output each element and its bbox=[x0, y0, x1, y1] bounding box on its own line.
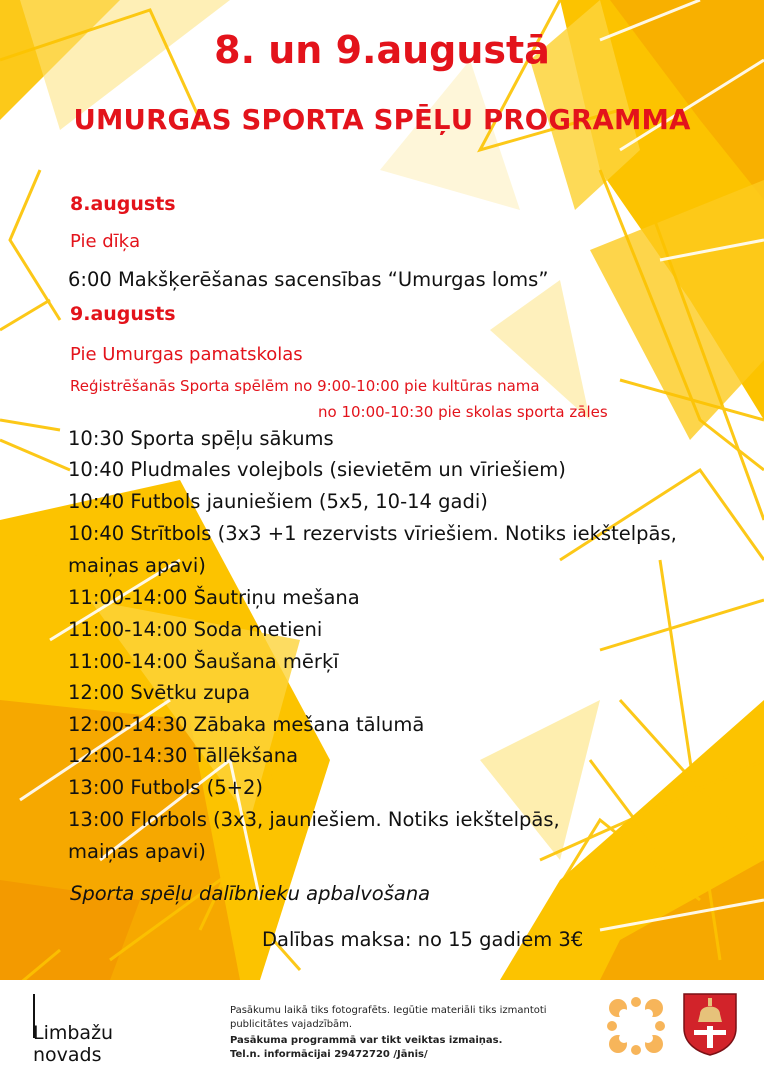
registration-line-1: Reģistrēšanās Sporta spēlēm no 9:00-10:00 pie kultūras nama bbox=[70, 377, 540, 395]
day2-label: 9.augusts bbox=[70, 303, 176, 325]
photo-notice-2: publicitātes vajadzībām. bbox=[230, 1019, 353, 1030]
photo-notice-1: Pasākumu laikā tiks fotografēts. Iegūtie materiāli tiks izmantoti bbox=[230, 1005, 547, 1016]
schedule-item: 11:00-14:00 Šautriņu mešana bbox=[68, 586, 360, 609]
schedule-item: 12:00 Svētku zupa bbox=[68, 681, 251, 704]
schedule-item: 12:00-14:30 Tāllēkšana bbox=[68, 744, 299, 767]
logo-line-2: novads bbox=[33, 1044, 102, 1066]
schedule-item: 12:00-14:30 Zābaka mešana tālumā bbox=[68, 713, 425, 736]
event-dates-heading: 8. un 9.augustā bbox=[214, 28, 550, 72]
schedule-item: 10:40 Strītbols (3x3 +1 rezervists vīriešiem. Notiks iekštelpās, bbox=[68, 522, 677, 545]
limbazi-novads-logo bbox=[33, 1022, 113, 1066]
contact-info: Tel.n. informācijai 29472720 /Jānis/ bbox=[230, 1049, 428, 1060]
day1-label: 8.augusts bbox=[70, 193, 176, 215]
schedule-item: 10:40 Pludmales volejbols (sievietēm un vīriešiem) bbox=[68, 458, 566, 481]
participation-fee: Dalības maksa: no 15 gadiem 3€ bbox=[262, 928, 584, 951]
program-title: UMURGAS SPORTA SPĒĻU PROGRAMMA bbox=[73, 104, 691, 136]
awards-line: Sporta spēļu dalībnieku apbalvošana bbox=[70, 882, 431, 905]
day2-place: Pie Umurgas pamatskolas bbox=[70, 344, 303, 365]
logo-line-1: Limbažu bbox=[33, 1022, 114, 1044]
day1-place: Pie dīķa bbox=[70, 231, 141, 252]
schedule-item: 13:00 Florbols (3x3, jauniešiem. Notiks iekštelpās, bbox=[68, 808, 560, 831]
schedule-item: maiņas apavi) bbox=[68, 840, 206, 863]
registration-line-2: no 10:00-10:30 pie skolas sporta zāles bbox=[318, 403, 608, 421]
changes-notice: Pasākuma programmā var tikt veiktas izmaiņas. bbox=[230, 1035, 503, 1046]
schedule-item: 11:00-14:00 Soda metieni bbox=[68, 618, 323, 641]
schedule-item: maiņas apavi) bbox=[68, 554, 206, 577]
schedule-item: 13:00 Futbols (5+2) bbox=[68, 776, 263, 799]
schedule-item: 11:00-14:00 Šaušana mērķī bbox=[68, 650, 339, 673]
flower-emblem-icon bbox=[606, 996, 666, 1056]
schedule-item: 10:30 Sporta spēļu sākums bbox=[68, 427, 334, 450]
bg-yellow-shape bbox=[480, 700, 600, 860]
coat-of-arms-icon bbox=[682, 992, 738, 1056]
bg-light-shape bbox=[490, 280, 590, 420]
bg-yellow-shape bbox=[590, 180, 764, 440]
day1-event: 6:00 Makšķerēšanas sacensības “Umurgas loms” bbox=[68, 268, 549, 291]
schedule-item: 10:40 Futbols jauniešiem (5x5, 10-14 gadi) bbox=[68, 490, 488, 513]
